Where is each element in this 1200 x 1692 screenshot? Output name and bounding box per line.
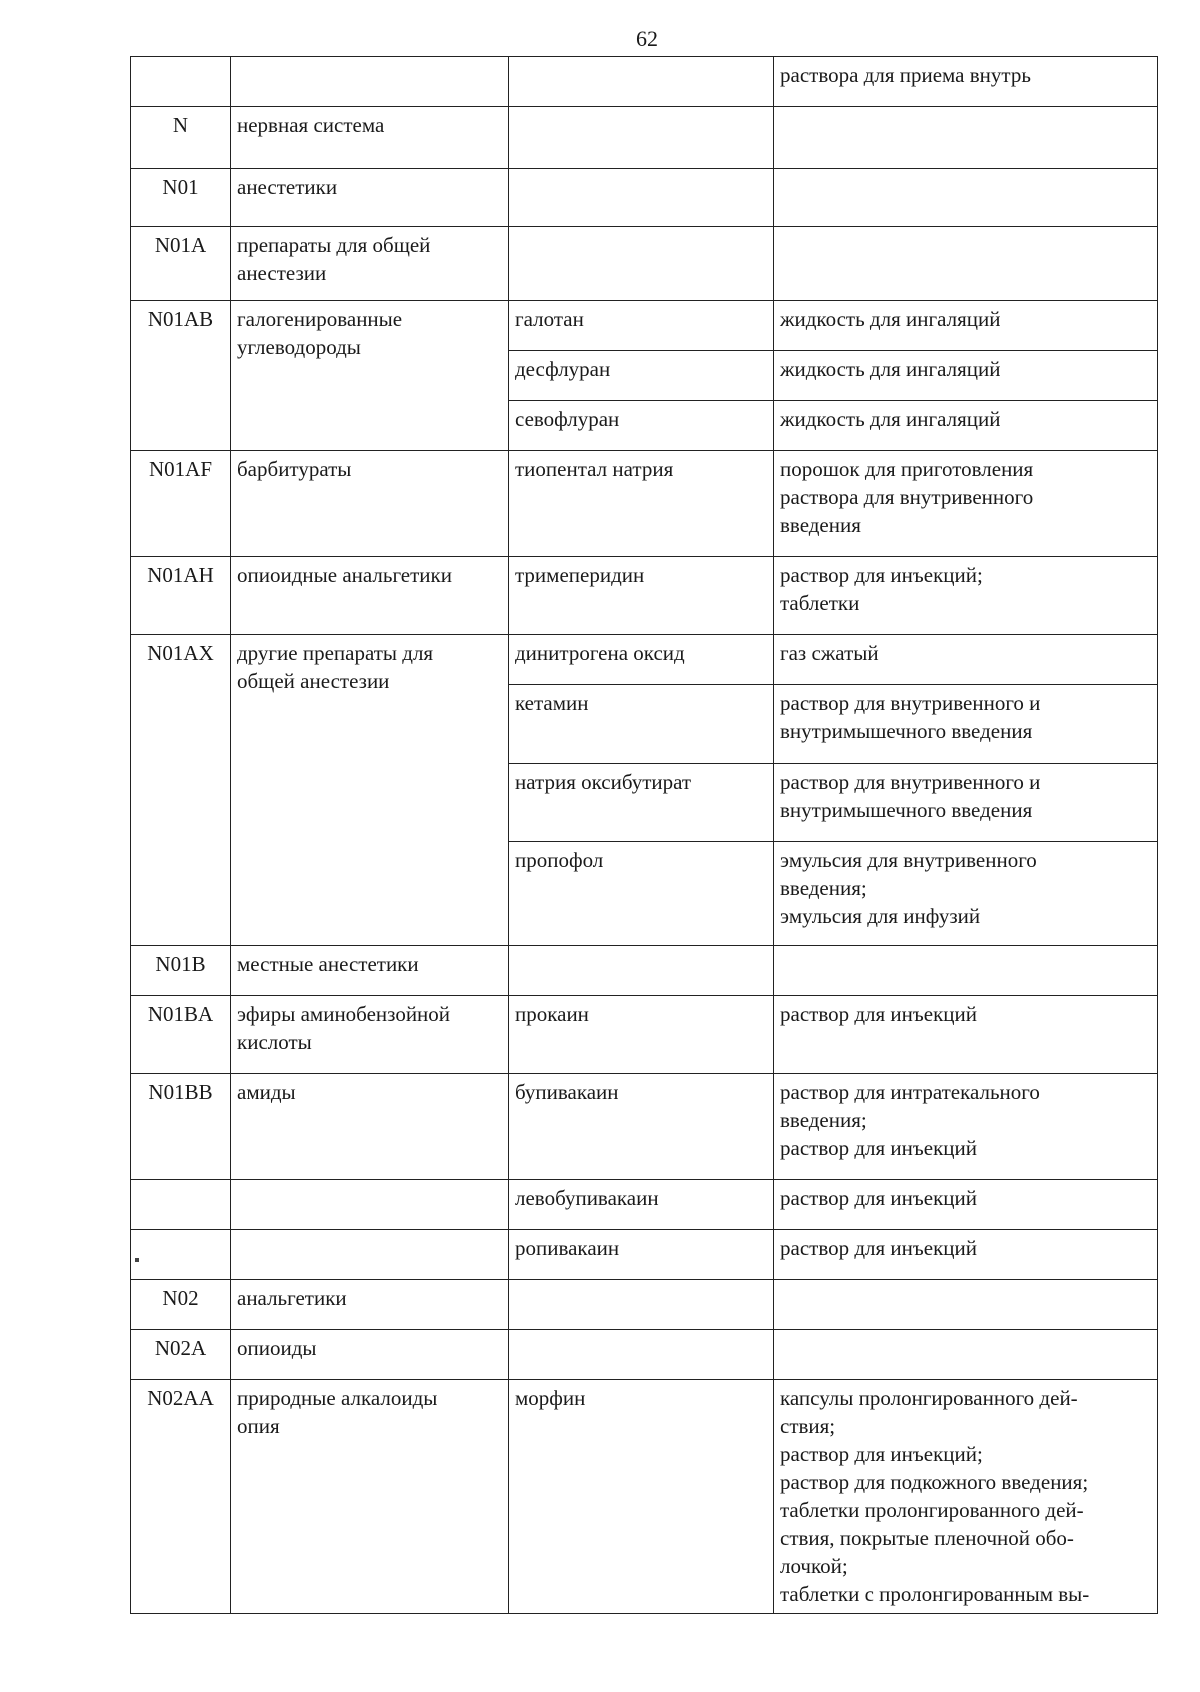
table-row [130,635,1158,693]
drug-name-cell [508,946,773,996]
atc-code-cell: N01AX [130,635,230,685]
dosage-form-line: раствор для инъекций; [780,1442,983,1466]
table-row [130,57,1158,107]
table-row [130,1180,1158,1230]
table-row [130,1074,1158,1180]
dosage-form-cell [773,351,1158,401]
drug-name-cell: тиопентал натрия [508,451,773,557]
atc-code-cell [130,401,230,451]
dosage-form-line: газ сжатый [780,641,879,665]
group-name-line: анальгетики [237,1286,347,1310]
drug-name-cell: галотан [508,301,773,351]
dosage-form-cell [773,169,1158,227]
group-name-line: анестетики [237,175,338,199]
drug-name-cell: ропивакаин [508,1230,773,1280]
dosage-form-cell [773,57,1158,107]
group-name-cell [230,685,508,764]
group-name-cell [230,764,508,842]
drug-name-cell: бупивакаин [508,1074,773,1180]
dosage-form-line: раствор для инъекций [780,1236,977,1260]
atc-code-cell [130,1180,230,1230]
atc-code-cell: N [130,107,230,169]
dosage-form-cell [773,1230,1158,1280]
group-name-cell [230,227,508,301]
group-name-cell [230,557,508,635]
dosage-form-line: жидкость для ингаляций [780,407,1001,431]
dosage-form-line: введения [780,513,861,537]
atc-code-cell: N01B [130,946,230,996]
drug-name-cell: тримеперидин [508,557,773,635]
dosage-form-line: таблетки [780,591,860,615]
group-name-cell [230,1280,508,1330]
dosage-form-cell [773,301,1158,351]
dosage-form-line: таблетки пролонгированного дей- [780,1498,1084,1522]
drug-name-cell [508,107,773,169]
group-name-line: опиоидные анальгетики [237,563,452,587]
table-row [130,1230,1158,1280]
group-name-cell [230,451,508,557]
dosage-form-line: раствор для инъекций; [780,563,983,587]
dosage-form-line: капсулы пролонгированного дей- [780,1386,1078,1410]
group-name-line: амиды [237,1080,296,1104]
dosage-form-line: внутримышечного введения [780,719,1033,743]
table-row [130,351,1158,401]
atc-code-cell: N01 [130,169,230,227]
table-row [130,451,1158,557]
group-name-cell [230,401,508,451]
dosage-form-cell [773,996,1158,1074]
dosage-form-cell [773,1380,1158,1614]
table-row [130,1280,1158,1330]
group-name-line: природные алкалоиды [237,1386,438,1410]
drug-name-cell [508,1330,773,1380]
table-row [130,996,1158,1074]
dosage-form-cell [773,451,1158,557]
atc-code-cell: N01AB [130,301,230,351]
group-name-line: общей анестезии [237,669,390,693]
atc-code-cell: N01BA [130,996,230,1074]
drug-name-cell: кетамин [508,685,773,764]
atc-code-cell [130,842,230,946]
table-row [130,1380,1158,1614]
dosage-form-cell [773,946,1158,996]
dosage-form-cell [773,1330,1158,1380]
atc-code-cell [130,1230,230,1280]
page-number: 62 [636,26,658,51]
drug-name-cell: десфлуран [508,351,773,401]
dosage-form-line: введения; [780,1108,867,1132]
drug-name-cell: пропофол [508,842,773,946]
stray-dot [135,1258,139,1262]
table-row [130,946,1158,996]
dosage-form-line: ствия, покрытые пленочной обо- [780,1526,1074,1550]
group-name-cell [230,842,508,946]
drug-name-cell: севофлуран [508,401,773,451]
dosage-form-cell [773,842,1158,946]
group-name-cell [230,351,508,401]
group-name-line: углеводороды [237,335,361,359]
group-name-line: другие препараты для [237,641,434,665]
dosage-form-line: жидкость для ингаляций [780,357,1001,381]
atc-code-cell [130,57,230,107]
table-row [130,557,1158,635]
atc-code-cell: N01BB [130,1074,230,1180]
group-name-line: препараты для общей [237,233,431,257]
dosage-form-line: раствора для внутривенного [780,485,1034,509]
atc-code-cell [130,351,230,401]
table-row [130,107,1158,169]
group-name-cell [230,107,508,169]
drug-name-cell [508,227,773,301]
dosage-form-cell [773,1180,1158,1230]
atc-code-cell: N02AA [130,1380,230,1614]
table-row [130,685,1158,764]
drug-name-cell: прокаин [508,996,773,1074]
dosage-form-cell [773,557,1158,635]
dosage-form-line: раствор для внутривенного и [780,770,1041,794]
atc-code-cell: N02 [130,1280,230,1330]
group-name-line: местные анестетики [237,952,419,976]
dosage-form-line: раствор для инъекций [780,1136,977,1160]
dosage-form-cell [773,1280,1158,1330]
dosage-form-line: раствор для внутривенного и [780,691,1041,715]
dosage-form-cell [773,764,1158,842]
table-row [130,301,1158,359]
group-name-line: галогенированные [237,307,403,331]
group-name-line: анестезии [237,261,327,285]
dosage-form-cell [773,401,1158,451]
dosage-form-line: внутримышечного введения [780,798,1033,822]
group-name-cell [230,169,508,227]
table-row [130,227,1158,301]
atc-code-cell [130,685,230,764]
dosage-form-line: раствора для приема внутрь [780,63,1031,87]
dosage-form-cell [773,685,1158,764]
drug-table [130,56,1158,1614]
dosage-form-line: раствор для интратекального [780,1080,1040,1104]
dosage-form-line: эмульсия для внутривенного [780,848,1037,872]
dosage-form-cell [773,227,1158,301]
dosage-form-line: эмульсия для инфузий [780,904,981,928]
drug-name-cell: натрия оксибутират [508,764,773,842]
atc-code-cell: N02A [130,1330,230,1380]
dosage-form-line: введения; [780,876,867,900]
dosage-form-line: лочкой; [780,1554,848,1578]
group-name-line: опиоиды [237,1336,317,1360]
dosage-form-cell [773,107,1158,169]
group-name-cell [230,301,508,359]
table-row [130,764,1158,842]
group-name-cell [230,1380,508,1614]
group-name-cell [230,1180,508,1230]
group-name-cell [230,946,508,996]
drug-name-cell [508,57,773,107]
atc-code-cell: N01A [130,227,230,301]
dosage-form-line: раствор для инъекций [780,1186,977,1210]
group-name-cell [230,57,508,107]
dosage-form-line: раствор для подкожного введения; [780,1470,1089,1494]
dosage-form-line: порошок для приготовления [780,457,1034,481]
dosage-form-line: ствия; [780,1414,836,1438]
table-row [130,401,1158,451]
drug-name-cell: левобупивакаин [508,1180,773,1230]
atc-code-cell [130,764,230,842]
group-name-cell [230,1074,508,1180]
group-name-line: кислоты [237,1030,312,1054]
dosage-form-line: таблетки с пролонгированным вы- [780,1582,1090,1606]
table-row [130,169,1158,227]
table-row [130,842,1158,946]
group-name-line: опия [237,1414,280,1438]
dosage-form-cell [773,1074,1158,1180]
group-name-line: эфиры аминобензойной [237,1002,451,1026]
table-row [130,1330,1158,1380]
drug-name-cell [508,169,773,227]
group-name-line: нервная система [237,113,385,137]
atc-code-cell: N01AF [130,451,230,557]
group-name-cell [230,635,508,693]
atc-code-cell: N01AH [130,557,230,635]
group-name-cell [230,996,508,1074]
group-name-cell [230,1230,508,1280]
drug-name-cell: динитрогена оксид [508,635,773,685]
dosage-form-cell [773,635,1158,685]
group-name-cell [230,1330,508,1380]
group-name-line: барбитураты [237,457,352,481]
dosage-form-line: раствор для инъекций [780,1002,977,1026]
drug-name-cell [508,1280,773,1330]
drug-name-cell: морфин [508,1380,773,1614]
dosage-form-line: жидкость для ингаляций [780,307,1001,331]
